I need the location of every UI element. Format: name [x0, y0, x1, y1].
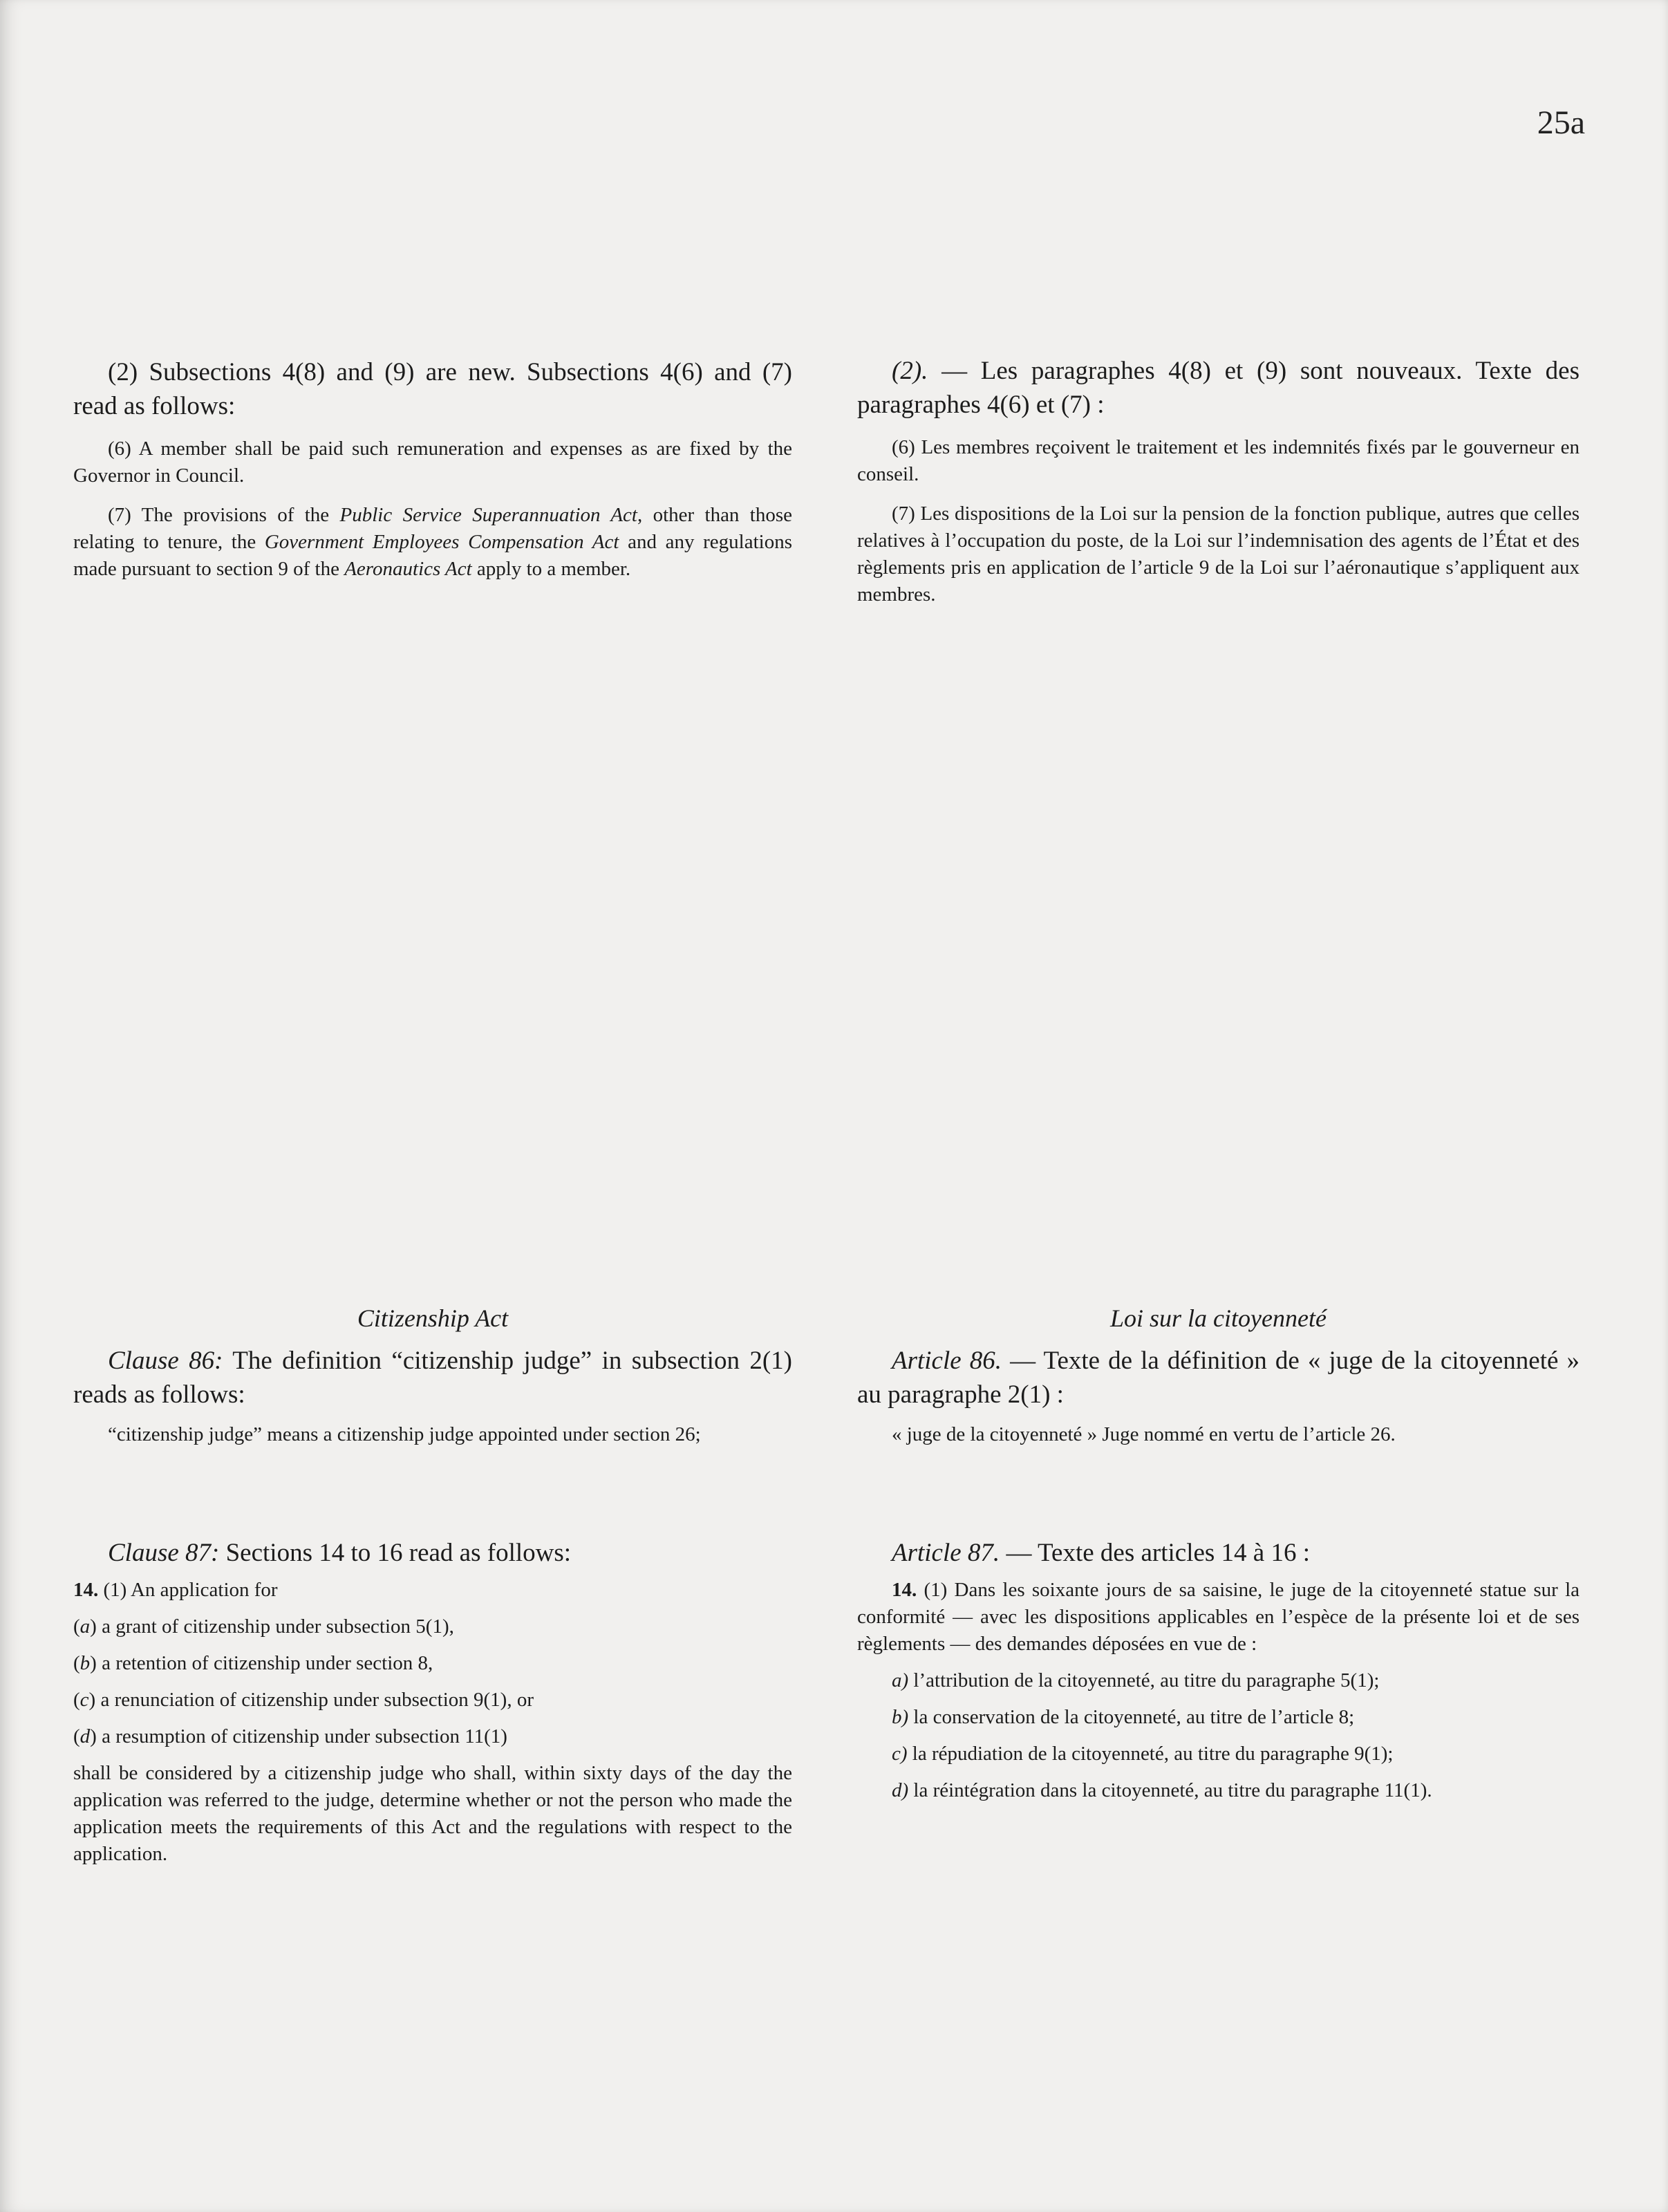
- page-number: 25a: [1537, 104, 1585, 141]
- fr-item-b: b) la conservation de la citoyenneté, au titre de l’article 8;: [892, 1706, 1355, 1728]
- fr-section-heading: Loi sur la citoyenneté: [1110, 1304, 1327, 1332]
- en-item-a: (a) a grant of citizenship under subsection 5(1),: [73, 1615, 454, 1638]
- en-definition: “citizenship judge” means a citizenship judge appointed under section 26;: [108, 1423, 701, 1445]
- en-clause-86: Clause 86: The definition “citizenship judge” in subsection 2(1) reads as follows:: [73, 1347, 792, 1409]
- en-section-heading: Citizenship Act: [357, 1304, 509, 1332]
- en-item-b: (b) a retention of citizenship under section 8,: [73, 1652, 433, 1674]
- en-subsection-7: (7) The provisions of the Public Service Superannuation Act, other than those relating to tenure, the Government Employees Compensation Act and any regulations made pursuant to section 9 of the Aeronautics Act apply to a member.: [73, 504, 792, 580]
- fr-article-87: Article 87. — Texte des articles 14 à 16 :: [892, 1539, 1311, 1567]
- fr-section-14-lead: 14. (1) Dans les soixante jours de sa saisine, le juge de la citoyenneté statue sur la conformité — avec les dispositions applicables en l’espèce de la présente loi et de ses règlements — des demandes déposées en vue de :: [857, 1579, 1580, 1655]
- fr-subsection-7: (7) Les dispositions de la Loi sur la pension de la fonction publique, autres que celles relatives à l’occupation du poste, de la Loi sur l’indemnisation des agents de l’État et des règlements pris en application de l’article 9 de la Loi sur l’aéronautique s’appliquent aux membres.: [857, 503, 1580, 606]
- en-subsection-intro: (2) Subsections 4(8) and (9) are new. Subsections 4(6) and (7) read as follows:: [73, 358, 792, 420]
- fr-definition: « juge de la citoyenneté » Juge nommé en vertu de l’article 26.: [892, 1423, 1396, 1445]
- en-subsection-6: (6) A member shall be paid such remuneration and expenses as are fixed by the Governor in Council.: [73, 438, 792, 487]
- fr-article-86: Article 86. — Texte de la définition de « juge de la citoyenneté » au paragraphe 2(1) :: [857, 1347, 1580, 1409]
- en-section-14-tail: shall be considered by a citizenship judge who shall, within sixty days of the day the application was referred to the judge, determine whether or not the person who made the application meets the requirements of this Act and the regulations with respect to the application.: [73, 1762, 792, 1865]
- en-item-c: (c) a renunciation of citizenship under subsection 9(1), or: [73, 1689, 534, 1711]
- en-item-d: (d) a resumption of citizenship under subsection 11(1): [73, 1725, 507, 1747]
- fr-item-c: c) la répudiation de la citoyenneté, au titre du paragraphe 9(1);: [892, 1743, 1394, 1765]
- en-clause-87: Clause 87: Sections 14 to 16 read as follows:: [108, 1539, 572, 1567]
- fr-subsection-intro: (2). — Les paragraphes 4(8) et (9) sont nouveaux. Texte des paragraphes 4(6) et (7) :: [857, 357, 1580, 419]
- fr-subsection-6: (6) Les membres reçoivent le traitement et les indemnités fixés par le gouverneur en conseil.: [857, 436, 1580, 485]
- en-section-14-lead: 14. (1) An application for: [73, 1579, 278, 1601]
- fr-item-a: a) l’attribution de la citoyenneté, au titre du paragraphe 5(1);: [892, 1669, 1380, 1691]
- fr-item-d: d) la réintégration dans la citoyenneté, au titre du paragraphe 11(1).: [892, 1779, 1432, 1801]
